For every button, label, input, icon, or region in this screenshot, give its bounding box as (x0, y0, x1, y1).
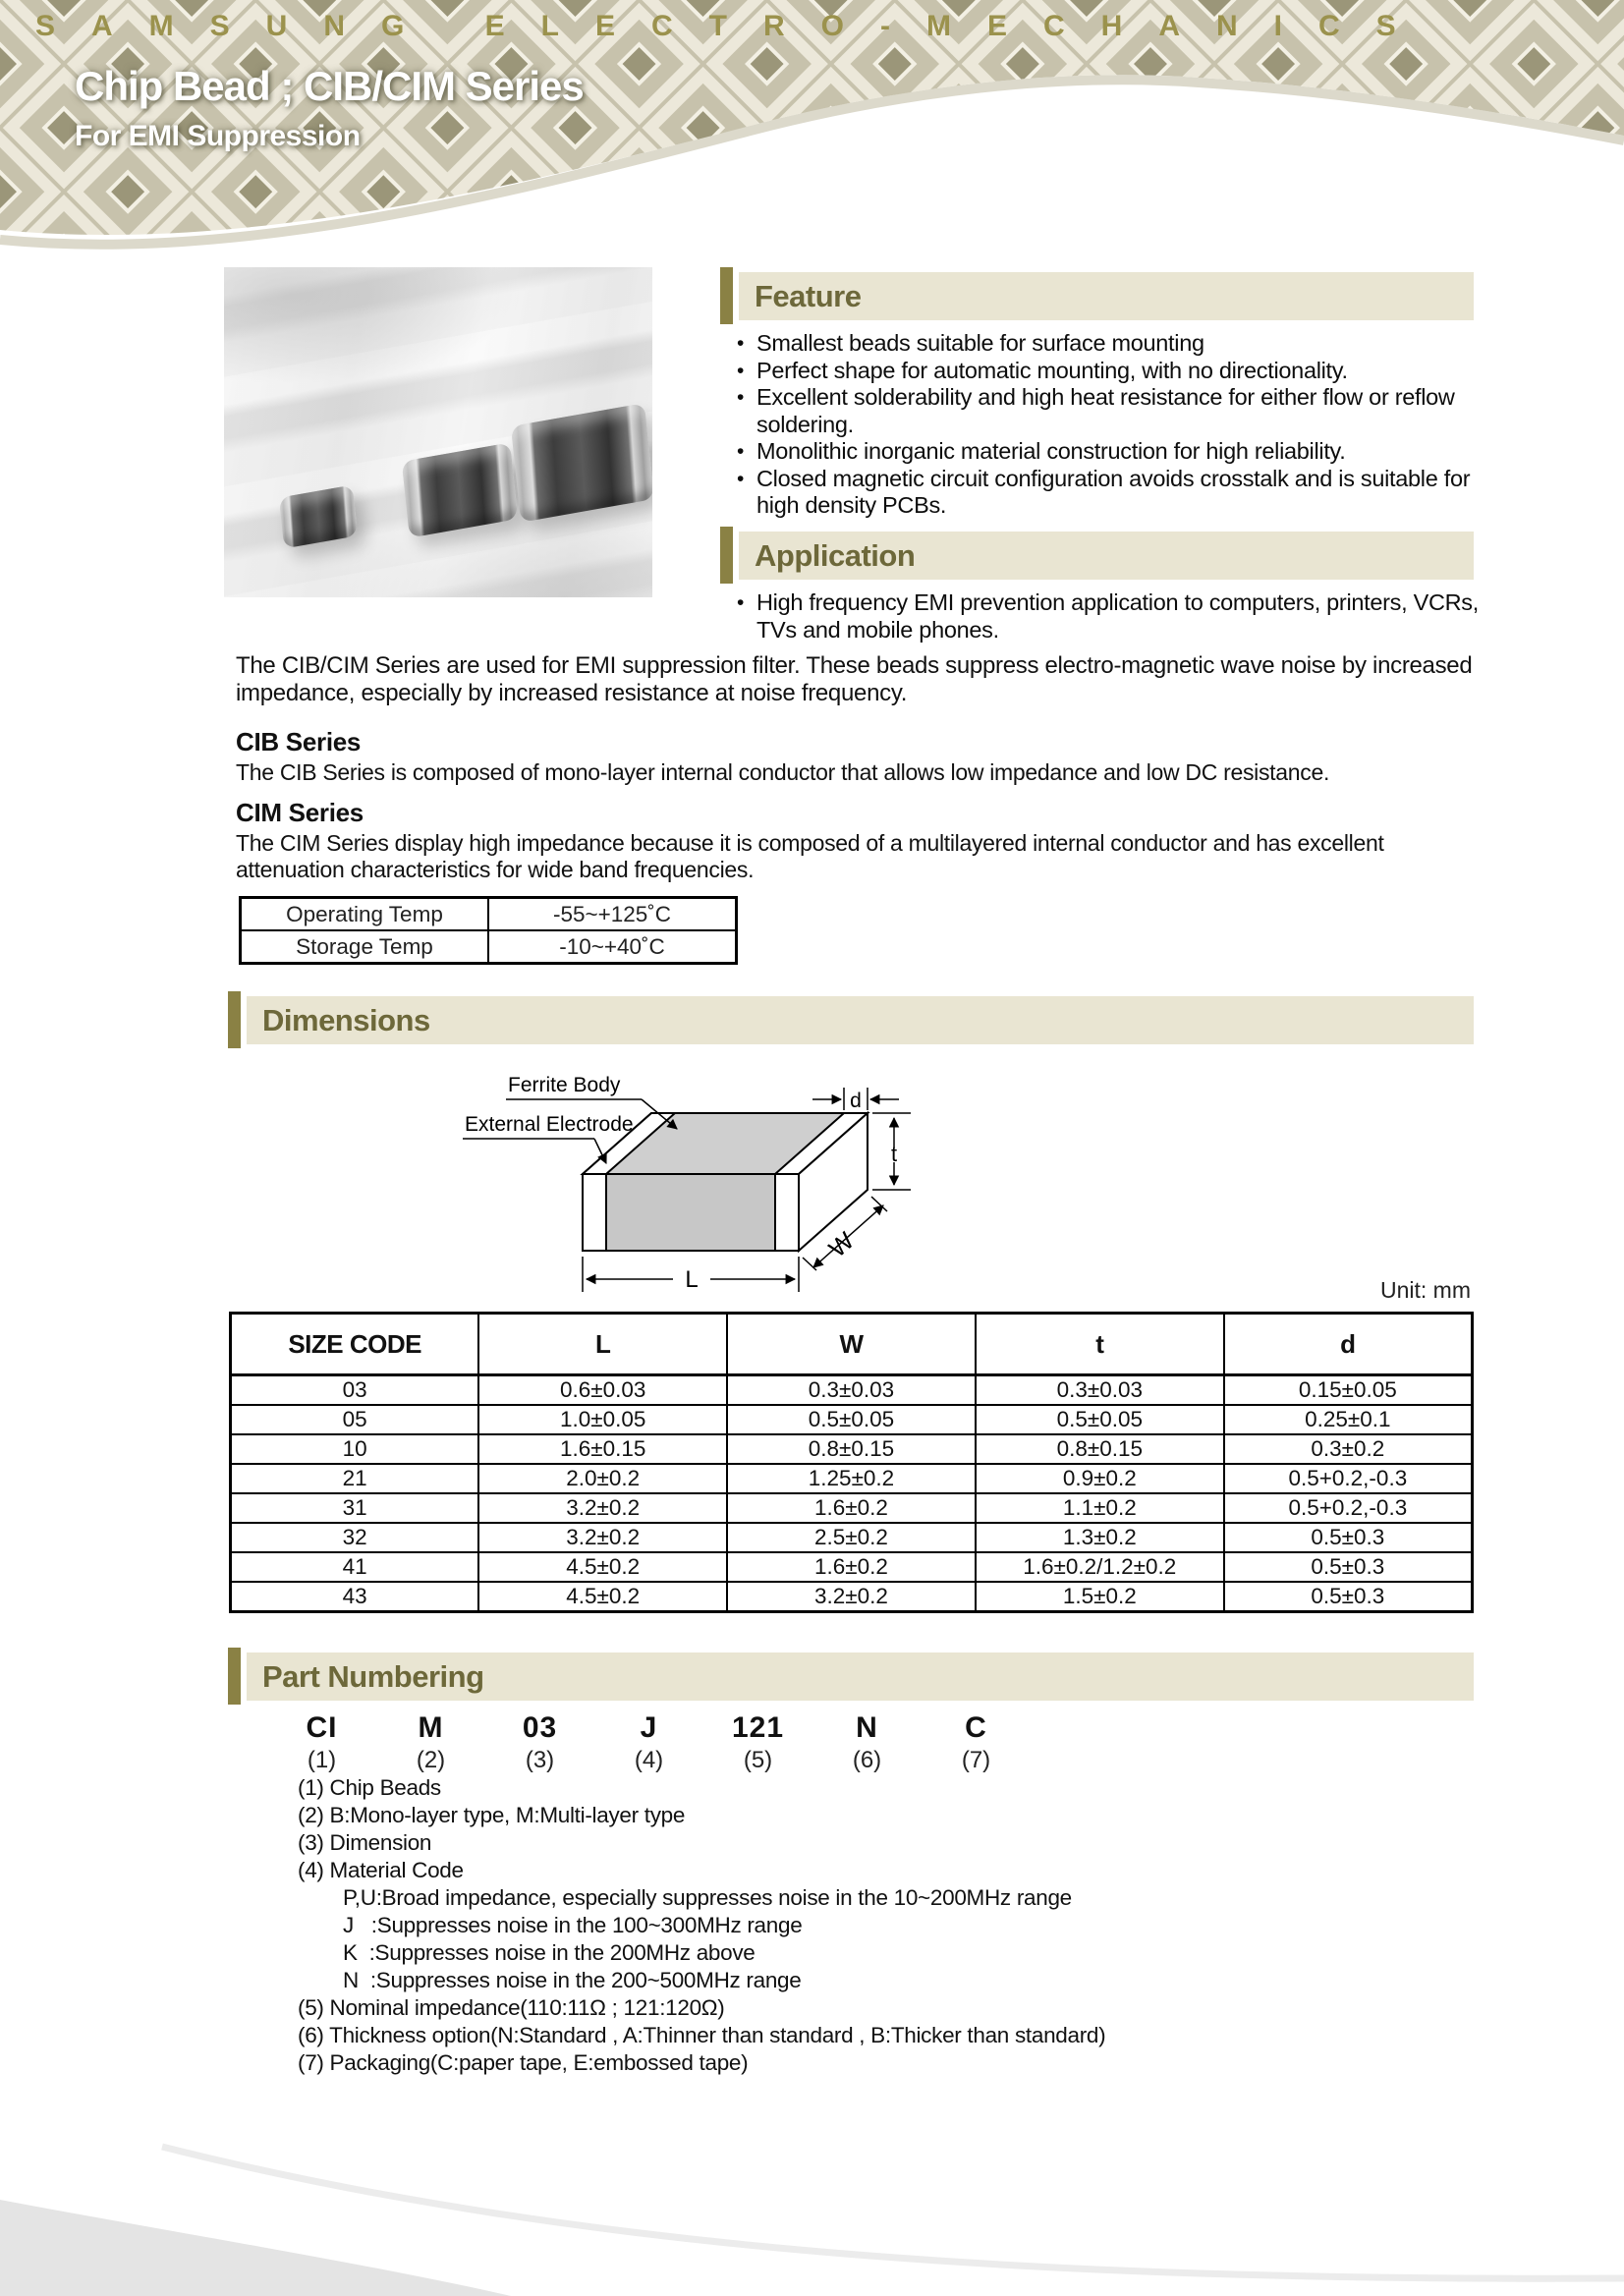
brand-wordmark: SAMSUNG ELECTRO-MECHANICS (35, 10, 1432, 42)
feature-bullet-item: • Excellent solderability and high heat resistance for either flow or reflow soldering. (733, 384, 1484, 438)
part-number-code: C (965, 1711, 987, 1744)
part-numbering-note-line: (7) Packaging(C:paper tape, E:embossed tape) (298, 2050, 749, 2075)
length-cell: 1.0±0.05 (478, 1405, 727, 1434)
length-cell: 3.2±0.2 (478, 1523, 727, 1552)
dimensions-table-row (231, 1464, 1473, 1493)
page-title: Chip Bead ; CIB/CIM Series (75, 63, 584, 109)
part-number-code-column (812, 1711, 922, 1774)
cim-series-text: The CIM Series display high impedance because it is composed of a multilayered internal conductor and has excellent attenuation characteristics for wide band frequencies. (236, 830, 1384, 882)
dim-t-label: t (890, 1142, 898, 1166)
electrode-cell: 0.15±0.05 (1224, 1375, 1473, 1406)
part-number-index: (7) (961, 1747, 991, 1773)
electrode-cell: 0.3±0.2 (1224, 1434, 1473, 1464)
part-numbering-note-line: (6) Thickness option(N:Standard , A:Thinner than standard , B:Thicker than standard) (298, 2023, 1106, 2047)
part-numbering-note-line: P,U:Broad impedance, especially suppresses noise in the 10~200MHz range (343, 1885, 1072, 1910)
dimensions-table-header-cell: t (976, 1314, 1224, 1375)
width-cell: 0.8±0.15 (727, 1434, 976, 1464)
part-number-code-column (594, 1711, 703, 1774)
feature-bullet-item: • Monolithic inorganic material construction for high reliability. (733, 438, 1484, 466)
length-cell: 1.6±0.15 (478, 1434, 727, 1464)
dimensions-heading-label: Dimensions (247, 996, 1474, 1044)
part-number-index: (6) (852, 1747, 882, 1773)
size-code-cell: 41 (231, 1552, 479, 1582)
part-numbering-note-line: (4) Material Code (298, 1858, 464, 1882)
part-number-index: (2) (416, 1747, 446, 1773)
temperature-value-cell: -55~+125˚C (488, 898, 737, 931)
dimensions-table-header-cell: W (727, 1314, 976, 1375)
application-heading-label: Application (739, 532, 1474, 580)
part-numbering-notes (298, 1774, 1496, 2077)
cim-series-heading: CIM Series (236, 798, 364, 827)
heading-accent-bar (720, 527, 733, 584)
size-code-cell: 05 (231, 1405, 479, 1434)
part-number-index: (4) (634, 1747, 664, 1773)
heading-accent-bar (720, 267, 733, 324)
feature-section-heading (720, 267, 1474, 324)
dimensions-table (229, 1312, 1474, 1613)
cib-series-text: The CIB Series is composed of mono-layer internal conductor that allows low impedance and low DC resistance. (236, 759, 1330, 785)
size-code-cell: 10 (231, 1434, 479, 1464)
temperature-table-row (241, 898, 737, 931)
product-photo (224, 267, 652, 597)
size-code-cell: 31 (231, 1493, 479, 1523)
part-number-code: M (418, 1711, 444, 1744)
part-numbering-section-heading (228, 1648, 1474, 1705)
unit-note: Unit: mm (1380, 1277, 1471, 1303)
thickness-cell: 1.6±0.2/1.2±0.2 (976, 1552, 1224, 1582)
dimensions-table-row (231, 1375, 1473, 1406)
part-number-code: 121 (731, 1711, 785, 1744)
feature-bullet-list (733, 330, 1484, 520)
dimensions-section-heading (228, 991, 1474, 1048)
footer-decoration (0, 2139, 1624, 2296)
electrode-cell: 0.5±0.3 (1224, 1552, 1473, 1582)
cib-series-heading: CIB Series (236, 727, 362, 756)
part-number-index: (5) (743, 1747, 773, 1773)
part-number-code: 03 (522, 1711, 558, 1744)
thickness-cell: 0.3±0.03 (976, 1375, 1224, 1406)
feature-bullet-item: • Smallest beads suitable for surface mounting (733, 330, 1484, 358)
part-number-code: J (640, 1711, 658, 1744)
dimensions-table-row (231, 1582, 1473, 1612)
temperature-label-cell: Storage Temp (241, 930, 489, 964)
application-bullet-item: • High frequency EMI prevention application to computers, printers, VCRs, TVs and mobile phones. (733, 589, 1484, 644)
external-electrode-label: External Electrode (465, 1113, 634, 1136)
length-cell: 2.0±0.2 (478, 1464, 727, 1493)
chip-bead-dimension-diagram (447, 1064, 1145, 1315)
electrode-cell: 0.5±0.3 (1224, 1523, 1473, 1552)
ferrite-body-label: Ferrite Body (508, 1074, 621, 1096)
temperature-label-cell: Operating Temp (241, 898, 489, 931)
width-cell: 1.6±0.2 (727, 1552, 976, 1582)
thickness-cell: 0.8±0.15 (976, 1434, 1224, 1464)
dimensions-table-row (231, 1405, 1473, 1434)
part-number-code-column (376, 1711, 485, 1774)
part-number-code: CI (306, 1711, 338, 1744)
dimensions-table-row (231, 1552, 1473, 1582)
width-cell: 0.3±0.03 (727, 1375, 976, 1406)
part-numbering-note-line: (1) Chip Beads (298, 1775, 441, 1800)
width-cell: 2.5±0.2 (727, 1523, 976, 1552)
dimensions-table-header-cell: d (1224, 1314, 1473, 1375)
electrode-cell: 0.5±0.3 (1224, 1582, 1473, 1612)
application-bullet-list (733, 589, 1484, 644)
dimensions-table-row (231, 1434, 1473, 1464)
length-cell: 0.6±0.03 (478, 1375, 727, 1406)
feature-bullet-item: • Closed magnetic circuit configuration avoids crosstalk and is suitable for high density PCBs. (733, 466, 1484, 520)
part-numbering-note-line: N :Suppresses noise in the 200~500MHz range (343, 1968, 802, 1992)
part-number-code-column (703, 1711, 812, 1774)
part-numbering-note-line: J :Suppresses noise in the 100~300MHz range (343, 1913, 803, 1937)
temperature-table-row (241, 930, 737, 964)
thickness-cell: 1.3±0.2 (976, 1523, 1224, 1552)
thickness-cell: 0.5±0.05 (976, 1405, 1224, 1434)
chip-bead-small-image (279, 484, 358, 548)
size-code-cell: 21 (231, 1464, 479, 1493)
part-numbering-note-line: (2) B:Mono-layer type, M:Multi-layer type (298, 1803, 686, 1827)
part-numbering-note-line: (5) Nominal impedance(110:11Ω ; 121:120Ω) (298, 1995, 725, 2020)
part-number-code: N (856, 1711, 878, 1744)
part-numbering-heading-label: Part Numbering (247, 1652, 1474, 1701)
width-cell: 3.2±0.2 (727, 1582, 976, 1612)
temperature-table (239, 896, 738, 965)
size-code-cell: 03 (231, 1375, 479, 1406)
dim-l-label: L (685, 1266, 699, 1293)
dimensions-table-row (231, 1523, 1473, 1552)
dimensions-table-header-cell: SIZE CODE (231, 1314, 479, 1375)
page-header (0, 0, 1624, 295)
dim-w-label: W (823, 1226, 860, 1263)
feature-heading-label: Feature (739, 272, 1474, 320)
part-number-code-column (922, 1711, 1031, 1774)
part-numbering-note-line: (3) Dimension (298, 1830, 432, 1855)
length-cell: 3.2±0.2 (478, 1493, 727, 1523)
series-intro-paragraph: The CIB/CIM Series are used for EMI suppression filter. These beads suppress electro-magnetic wave noise by increased impedance, especially by increased resistance at noise frequency. (236, 652, 1473, 706)
part-number-index: (1) (307, 1747, 337, 1773)
thickness-cell: 1.5±0.2 (976, 1582, 1224, 1612)
thickness-cell: 0.9±0.2 (976, 1464, 1224, 1493)
size-code-cell: 32 (231, 1523, 479, 1552)
page-subtitle: For EMI Suppression (75, 120, 361, 152)
part-number-code-row (267, 1711, 1031, 1774)
chip-bead-medium-image (402, 442, 518, 537)
electrode-cell: 0.5+0.2,-0.3 (1224, 1464, 1473, 1493)
width-cell: 0.5±0.05 (727, 1405, 976, 1434)
electrode-cell: 0.25±0.1 (1224, 1405, 1473, 1434)
part-number-code-column (485, 1711, 594, 1774)
length-cell: 4.5±0.2 (478, 1582, 727, 1612)
part-number-index: (3) (525, 1747, 555, 1773)
heading-accent-bar (228, 1648, 241, 1705)
part-numbering-note-line: K :Suppresses noise in the 200MHz above (343, 1940, 756, 1965)
feature-bullet-item: • Perfect shape for automatic mounting, with no directionality. (733, 358, 1484, 385)
application-section-heading (720, 527, 1474, 584)
dim-d-label: d (850, 1090, 862, 1112)
electrode-cell: 0.5+0.2,-0.3 (1224, 1493, 1473, 1523)
chip-bead-large-image (511, 403, 652, 523)
dimensions-table-header-cell: L (478, 1314, 727, 1375)
thickness-cell: 1.1±0.2 (976, 1493, 1224, 1523)
length-cell: 4.5±0.2 (478, 1552, 727, 1582)
dimensions-table-header-row (231, 1314, 1473, 1375)
width-cell: 1.6±0.2 (727, 1493, 976, 1523)
temperature-value-cell: -10~+40˚C (488, 930, 737, 964)
heading-accent-bar (228, 991, 241, 1048)
size-code-cell: 43 (231, 1582, 479, 1612)
width-cell: 1.25±0.2 (727, 1464, 976, 1493)
dimensions-table-row (231, 1493, 1473, 1523)
part-number-code-column (267, 1711, 376, 1774)
